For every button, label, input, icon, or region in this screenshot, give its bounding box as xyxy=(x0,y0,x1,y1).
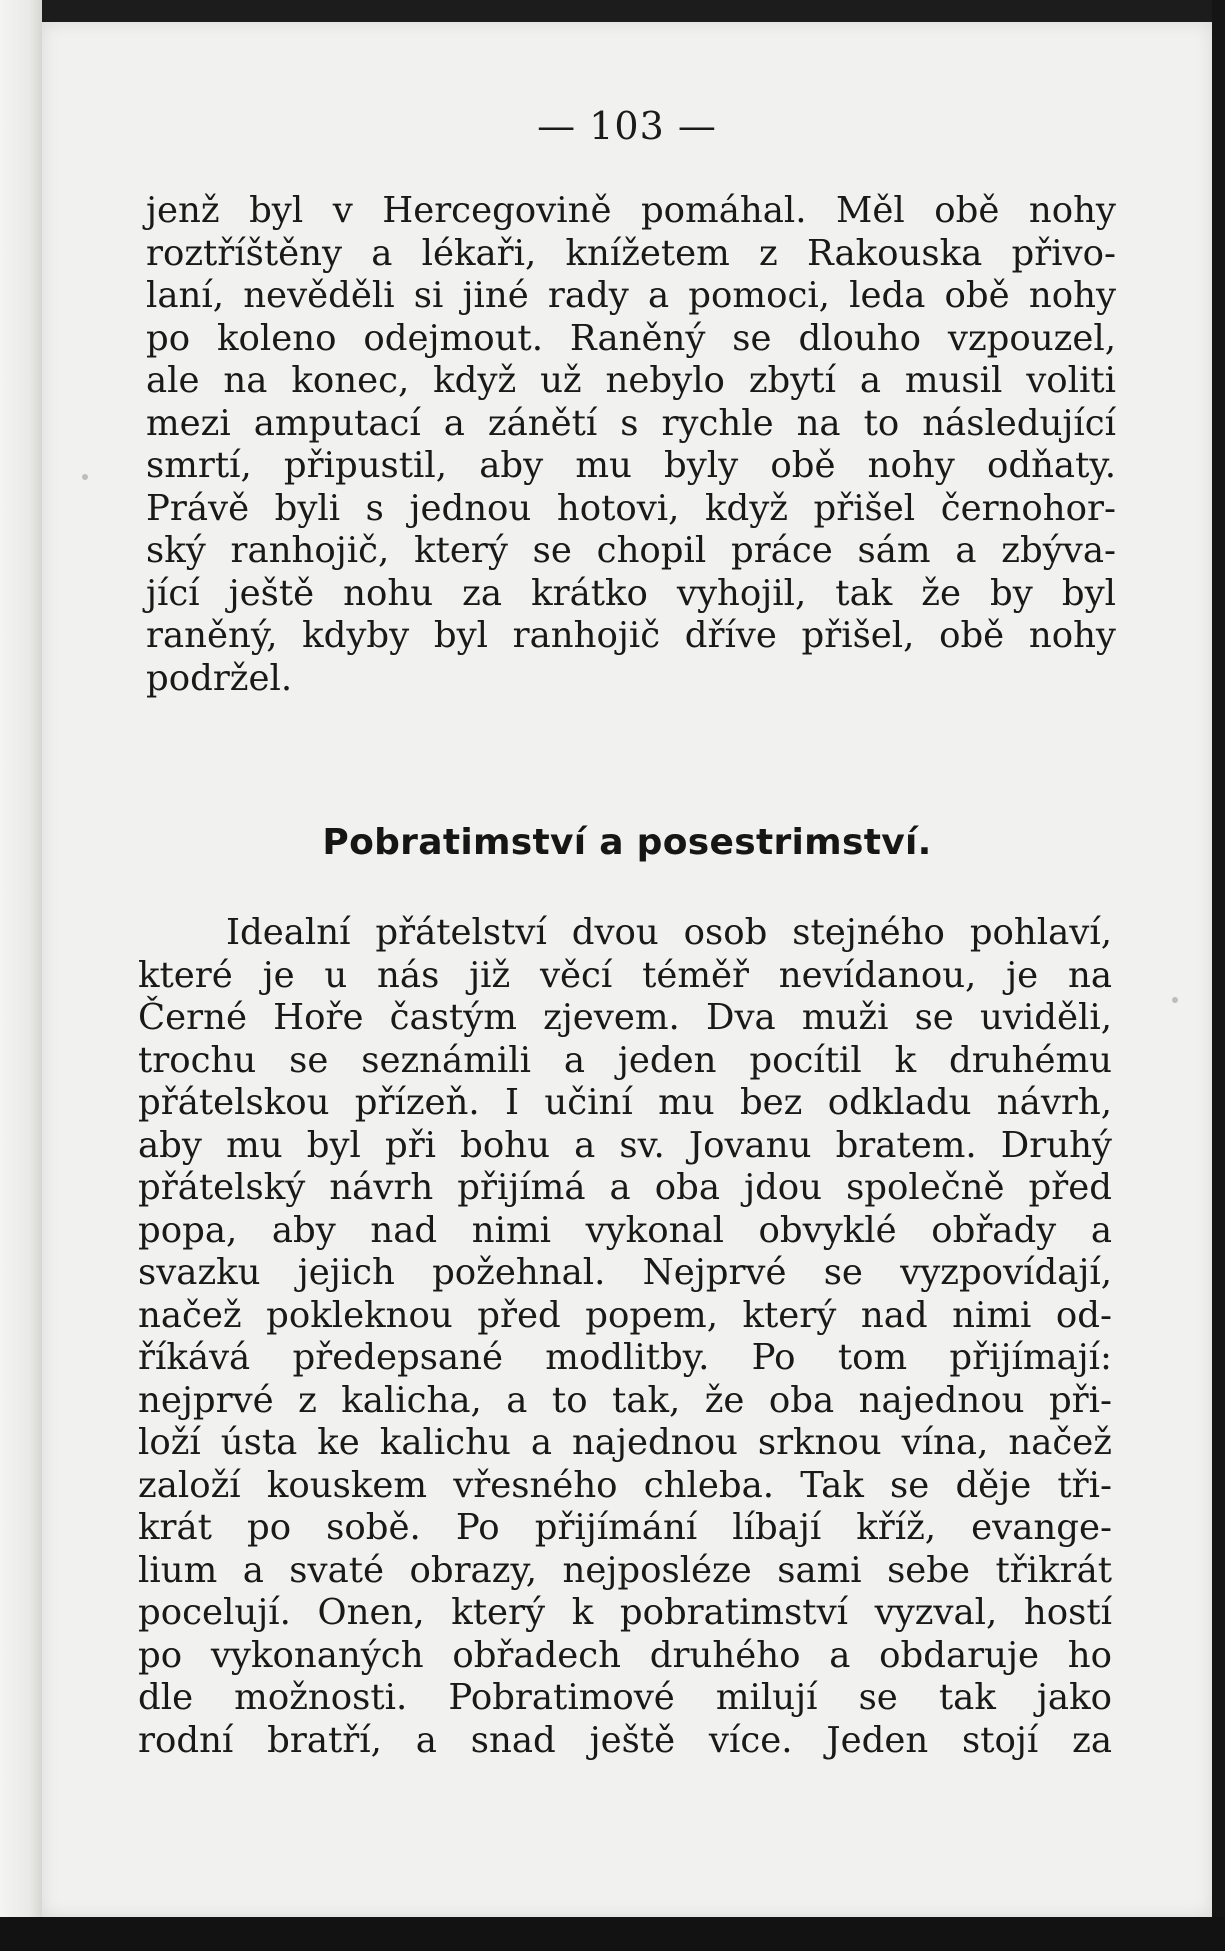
paragraph-2 xyxy=(138,912,1112,1762)
text-line: mezi amputací a zánětí s rychle na to následující xyxy=(146,402,1116,444)
text-line: Černé Hoře častým zjevem. Dva muži se uviděli, xyxy=(138,997,1112,1038)
text-line: po vykonaných obřadech druhého a obdaruje ho xyxy=(138,1634,1112,1676)
top-scan-border xyxy=(42,0,1225,22)
text-line: krát po sobě. Po přijímání líbají kříž, evange- xyxy=(138,1507,1112,1548)
text-line: trochu se seznámili a jeden pocítil k druhému xyxy=(138,1039,1112,1081)
text-line: loží ústa ke kalichu a najednou srknou vína, načež xyxy=(138,1422,1112,1463)
text-line: popa, aby nad nimi vykonal obvyklé obřady a xyxy=(138,1209,1112,1251)
text-line: rodní bratří, a snad ještě více. Jeden stojí za xyxy=(138,1719,1112,1761)
text-line: jenž byl v Hercegovině pomáhal. Měl obě nohy xyxy=(146,190,1116,231)
left-page-margin xyxy=(0,0,42,1951)
text-line: přátelský návrh přijímá a oba jdou společně před xyxy=(138,1167,1112,1208)
text-line: Idealní přátelství dvou osob stejného pohlaví, xyxy=(226,912,1112,953)
text-line: svazku jejich požehnal. Nejprvé se vyzpovídají, xyxy=(138,1252,1112,1293)
text-line: dle možnosti. Pobratimové milují se tak jako xyxy=(138,1677,1112,1718)
scan-speck xyxy=(82,474,88,480)
text-line: ale na konec, když už nebylo zbytí a musil voliti xyxy=(146,360,1116,401)
text-line: jící ještě nohu za krátko vyhojil, tak že by byl xyxy=(146,572,1116,614)
text-line: podržel. xyxy=(146,657,293,699)
text-line: načež pokleknou před popem, který nad nimi od- xyxy=(138,1294,1112,1336)
book-page xyxy=(42,22,1212,1917)
text-line: které je u nás již věcí téměř nevídanou, je na xyxy=(138,954,1112,996)
text-line: roztříštěny a lékaři, knížetem z Rakouska přivo- xyxy=(146,232,1116,274)
section-heading: Pobratimství a posestrimství. xyxy=(322,822,932,863)
text-line: nejprvé z kalicha, a to tak, že oba najednou při- xyxy=(138,1379,1112,1421)
scan-speck xyxy=(1172,997,1178,1003)
bottom-scan-border xyxy=(0,1917,1225,1951)
text-line: říkává předepsané modlitby. Po tom přijímají: xyxy=(138,1337,1112,1378)
text-line: pocelují. Onen, který k pobratimství vyzval, hostí xyxy=(138,1592,1112,1633)
text-line: přátelskou přízeň. I učiní mu bez odkladu návrh, xyxy=(138,1082,1112,1123)
page-number: — 103 — xyxy=(537,104,717,148)
text-line: laní, nevěděli si jiné rady a pomoci, leda obě nohy xyxy=(146,275,1116,316)
text-line: raněný, kdyby byl ranhojič dříve přišel, obě nohy xyxy=(146,615,1116,656)
text-line: ský ranhojič, který se chopil práce sám a zbýva- xyxy=(146,530,1116,571)
text-line: Právě byli s jednou hotovi, když přišel černohor- xyxy=(146,487,1116,529)
text-line: smrtí, připustil, aby mu byly obě nohy odňaty. xyxy=(146,445,1116,486)
paragraph-1 xyxy=(146,190,1116,700)
text-line: po koleno odejmout. Raněný se dlouho vzpouzel, xyxy=(146,317,1116,359)
right-scan-border xyxy=(1212,0,1225,1951)
text-line: aby mu byl při bohu a sv. Jovanu bratem. Druhý xyxy=(138,1124,1112,1166)
text-line: lium a svaté obrazy, nejposléze sami sebe třikrát xyxy=(138,1549,1112,1591)
text-line: založí kouskem vřesného chleba. Tak se děje tři- xyxy=(138,1464,1112,1506)
